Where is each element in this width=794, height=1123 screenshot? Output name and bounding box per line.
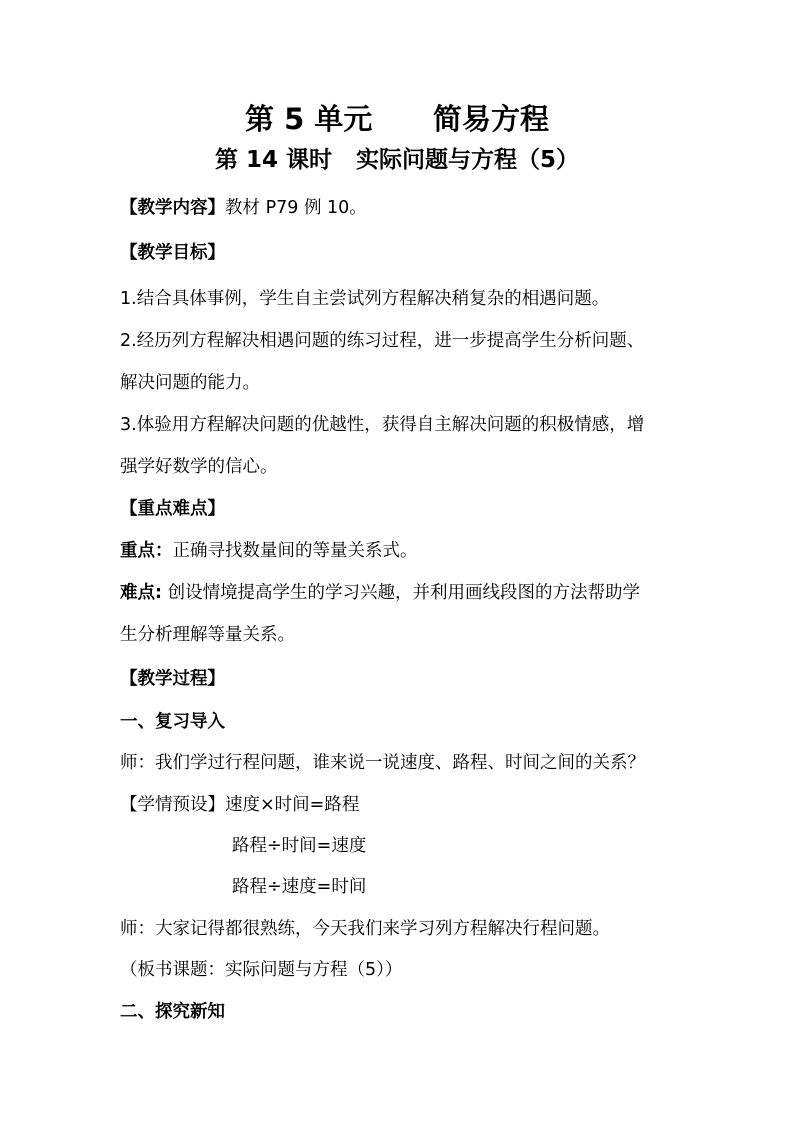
preset-line: [120, 793, 359, 817]
section-review-heading: 一、复习导入: [120, 712, 225, 732]
formula-2: 路程÷时间=速度: [232, 836, 367, 856]
goal-item-2: 2.经历列方程解决相遇问题的练习过程，进一步提高学生分析问题、: [120, 331, 645, 351]
section-explore-heading: 二、探究新知: [120, 1002, 225, 1022]
difficulty-line-cont: 生分析理解等量关系。: [120, 625, 295, 645]
process-heading: 【教学过程】: [120, 669, 225, 689]
teaching-content-text: 教材 P79 例 10。: [225, 198, 367, 218]
goal-item-3-cont: 强学好数学的信心。: [120, 457, 278, 477]
preset-label: 【学情预设】: [120, 795, 225, 815]
board-title-note: （板书课题：实际问题与方程（5））: [120, 960, 403, 980]
goal-item-2-cont: 解决问题的能力。: [120, 373, 260, 393]
difficulty-text: 创设情境提高学生的学习兴趣，并利用画线段图的方法帮助学: [162, 583, 641, 603]
teacher-statement-2: 师：大家记得都很熟练，今天我们来学习列方程解决行程问题。: [120, 919, 610, 939]
formula-3: 路程÷速度=时间: [232, 877, 367, 897]
difficulty-line: [120, 581, 640, 605]
lesson-title: 第 14 课时 实际问题与方程（5）: [214, 147, 580, 173]
difficulty-label: 难点:: [120, 583, 162, 603]
key-point-text: 正确寻找数量间的等量关系式。: [172, 541, 418, 561]
teaching-content-label: 【教学内容】: [120, 198, 225, 218]
teaching-content-line: [120, 196, 367, 220]
formula-1: 速度×时间=路程: [225, 795, 360, 815]
teacher-question-1: 师：我们学过行程问题，谁来说一说速度、路程、时间之间的关系？: [120, 753, 645, 773]
goals-heading: 【教学目标】: [120, 243, 225, 263]
key-point-line: [120, 539, 418, 563]
keypoints-heading: 【重点难点】: [120, 499, 225, 519]
key-point-label: 重点：: [120, 541, 173, 561]
unit-title: 第 5 单元 简易方程: [245, 102, 549, 136]
goal-item-1: 1.结合具体事例，学生自主尝试列方程解决稍复杂的相遇问题。: [120, 289, 610, 309]
goal-item-3: 3.体验用方程解决问题的优越性，获得自主解决问题的积极情感，增: [120, 415, 645, 435]
